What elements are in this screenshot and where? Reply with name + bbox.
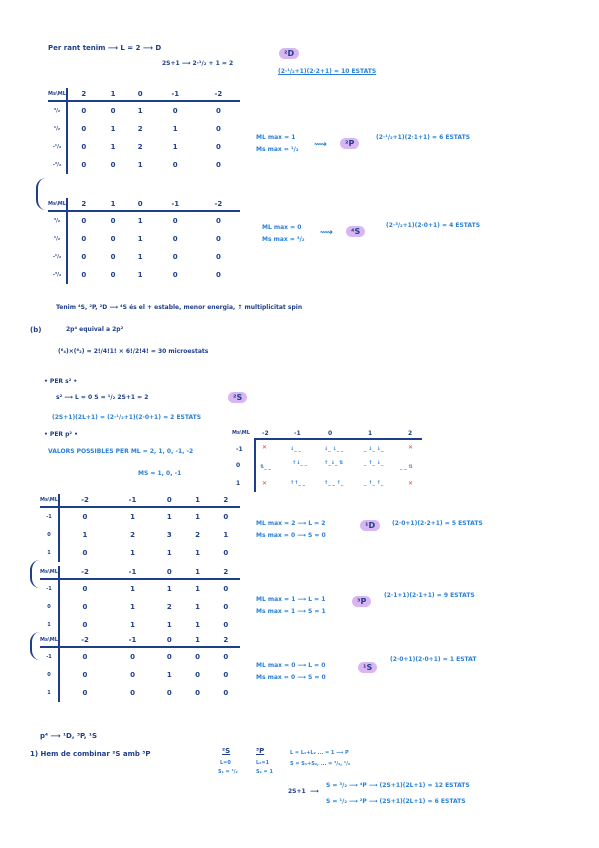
cell: 0: [82, 671, 88, 679]
ml-values: VALORS POSSIBLES PER ML = 2, 1, 0, -1, -2: [48, 448, 194, 455]
summary-line: Tenim ⁴S, ²P, ²D ⟶ ⁴S és el + estable, menor energia, ↑ multiplicitat spin: [56, 304, 303, 311]
microstate-table-2: [48, 198, 240, 284]
cell: 0: [81, 217, 87, 225]
multiplicity-line: 2S+1 ⟶ 2·¹/₂ + 1 = 2: [162, 60, 234, 67]
table-row: [48, 101, 240, 120]
intro-line: Per rant tenim ⟶ L = 2 ⟶ D: [48, 44, 162, 52]
states-count-3P: (2·1+1)(2·1+1) = 9 ESTATS: [384, 592, 475, 599]
microstate-table-3: [40, 494, 240, 562]
cell: 0: [215, 161, 221, 169]
cell: 0: [81, 161, 87, 169]
cell: 0: [82, 549, 88, 557]
cell: 0: [110, 217, 116, 225]
cell: 1: [137, 271, 143, 279]
table-row: [40, 544, 240, 562]
header-divider: [254, 438, 422, 440]
cell: 1: [130, 549, 135, 557]
rule-L: L = L₁+L₂ ... = 1 ⟶ P: [290, 750, 349, 756]
cell: 2: [195, 531, 200, 539]
squiggle-arrow-icon: ⟿: [314, 140, 327, 150]
table-row: [40, 579, 240, 598]
term-3P-S: S₂ = 1: [256, 769, 273, 775]
col-header: -2: [197, 88, 240, 101]
electron-arrows-icon: ⇅_ _: [260, 464, 271, 470]
cell: 0: [172, 217, 178, 225]
cell: 1: [137, 217, 143, 225]
cell: 0: [215, 143, 221, 151]
col-header: 1: [100, 198, 127, 211]
electron-arrows-icon: ↑_↓_ ⇅: [324, 460, 344, 466]
cell: 0: [81, 125, 87, 133]
cell: 0: [81, 107, 87, 115]
row-label: 0: [236, 462, 241, 469]
branch-doublet: S = ¹/₂ ⟶ ²P ⟶ (2S+1)(2L+1) = 6 ESTATS: [326, 798, 466, 805]
cell: 0: [110, 271, 116, 279]
cell: 0: [215, 235, 221, 243]
cell: 1: [110, 143, 116, 151]
ms-max-note: Ms max = ¹/₂: [256, 146, 299, 153]
cell: 0: [172, 271, 178, 279]
table-row: [40, 666, 240, 684]
row-label: ¹/₂: [48, 120, 67, 138]
cell: 1: [166, 621, 172, 629]
cell: 1: [195, 603, 200, 611]
col-header: -2: [59, 566, 110, 579]
row-label: 0: [40, 598, 59, 616]
p2-title: • PER p² •: [44, 431, 78, 438]
excluded-mark-icon: ✕: [408, 480, 414, 487]
cell: 0: [223, 689, 229, 697]
cell: 0: [172, 107, 178, 115]
branch-arrow-icon: ⟶: [310, 788, 319, 795]
cell: 1: [195, 513, 200, 521]
cell: 0: [166, 653, 172, 661]
cell: 1: [137, 161, 143, 169]
col-header: -1: [154, 88, 197, 101]
cell: 1: [137, 253, 143, 261]
cell: 1: [82, 531, 88, 539]
term-badge-2S: ²S: [228, 392, 247, 403]
cell: 0: [223, 549, 229, 557]
down-arrow-icon: [36, 178, 48, 210]
binomial-line: (⁶₄)×(⁶₂) = 2!/4!1! × 6!/2!4! = 30 microestats: [58, 348, 209, 355]
term-badge-2D: ²D: [279, 48, 299, 59]
row-label: -³/₂: [48, 266, 67, 284]
ml-max-note: ML max = 1: [256, 134, 296, 141]
branch-lead: 2S+1: [288, 788, 306, 795]
col-header: 0: [155, 634, 183, 647]
ms-max-note: Ms max = 1 ⟶ S = 1: [256, 608, 326, 615]
table-row: [48, 138, 240, 156]
cell: 0: [223, 585, 229, 593]
cell: 0: [81, 143, 87, 151]
cell: 0: [130, 653, 135, 661]
ml-max-note: ML max = 0 ⟶ L = 0: [256, 662, 326, 669]
cell: 0: [215, 271, 221, 279]
term-2S-L: L=0: [220, 760, 231, 766]
cell: 0: [81, 271, 87, 279]
cell: 0: [110, 253, 116, 261]
cell: 2: [130, 531, 135, 539]
row-label: ³/₂: [48, 211, 67, 230]
cell: 1: [130, 603, 135, 611]
row-label: ³/₂: [48, 101, 67, 120]
col-header: 2: [212, 634, 240, 647]
cell: 0: [195, 671, 200, 679]
microstate-table-5: [40, 634, 240, 702]
cell: 1: [110, 125, 116, 133]
cell: 0: [82, 513, 88, 521]
row-label: ¹/₂: [48, 230, 67, 248]
col-header: 2: [67, 88, 100, 101]
row-label: 0: [40, 526, 59, 544]
s2-count: (2S+1)(2L+1) = (2·¹/₂+1)(2·0+1) = 2 ESTATS: [52, 414, 202, 421]
microstate-table-1: [48, 88, 240, 174]
ms-values: MS = 1, 0, -1: [138, 470, 182, 477]
ms-max-note: Ms max = ³/₂: [262, 236, 305, 243]
excluded-mark-icon: ✕: [408, 444, 414, 451]
p4-terms: p⁴ ⟶ ¹D, ³P, ¹S: [40, 732, 98, 740]
col-header: 1: [368, 430, 373, 437]
col-header: -2: [59, 494, 110, 507]
cell: 1: [137, 235, 143, 243]
col-header: 0: [127, 88, 154, 101]
cell: 1: [172, 125, 178, 133]
cell: 1: [166, 549, 172, 557]
cell: 1: [130, 585, 135, 593]
ml-max-note: ML max = 1 ⟶ L = 1: [256, 596, 326, 603]
microstate-table-4: [40, 566, 240, 634]
electron-arrows-icon: ↑↓_ _: [292, 460, 308, 466]
col-header: 2: [212, 566, 240, 579]
states-count-1S: (2·0+1)(2·0+1) = 1 ESTAT: [390, 656, 477, 663]
cell: 0: [215, 217, 221, 225]
cell: 0: [223, 653, 229, 661]
cell: 1: [166, 585, 172, 593]
table-row: [48, 248, 240, 266]
cell: 0: [223, 621, 229, 629]
cell: 1: [130, 513, 135, 521]
table-row: [48, 156, 240, 174]
row-label: -³/₂: [48, 156, 67, 174]
row-label: 1: [40, 684, 59, 702]
table-row: [48, 266, 240, 284]
col-header: 1: [100, 88, 127, 101]
row-label: -1: [40, 579, 59, 598]
question-1: 1) Hem de combinar ²S amb ³P: [30, 750, 151, 758]
table-corner: Ms\ML: [48, 198, 67, 211]
electron-arrows-icon: ↑↑_ _: [290, 480, 306, 486]
col-header: 1: [183, 494, 211, 507]
table-row: [40, 526, 240, 544]
cell: 0: [172, 235, 178, 243]
excluded-mark-icon: ✕: [262, 480, 268, 487]
cell: 0: [172, 161, 178, 169]
cell: 0: [82, 603, 88, 611]
cell: 2: [137, 143, 143, 151]
electron-arrows-icon: _ _ ⇅: [400, 464, 413, 470]
cell: 0: [130, 671, 135, 679]
electron-arrows-icon: _ ↑_ ↓_: [364, 460, 384, 466]
term-badge-1D: ¹D: [360, 520, 380, 531]
cell: 0: [172, 253, 178, 261]
cell: 1: [166, 671, 172, 679]
cell: 0: [82, 653, 88, 661]
states-count-1D: (2·0+1)(2·2+1) = 5 ESTATS: [392, 520, 483, 527]
cell: 1: [137, 107, 143, 115]
cell: 0: [215, 107, 221, 115]
cell: 0: [166, 689, 172, 697]
s2-title: • PER s² •: [44, 378, 78, 385]
row-label: -1: [40, 647, 59, 666]
electron-arrows-icon: _ ↑_ ↑_: [364, 480, 384, 486]
cell: 0: [223, 671, 229, 679]
col-header: 0: [155, 494, 183, 507]
cell: 2: [137, 125, 143, 133]
rule-S: S = S₁+S₂, ... = ³/₂, ¹/₂: [290, 761, 351, 767]
electron-arrows-icon: ↓_ ↓_ _: [324, 446, 344, 452]
electron-arrows-icon: ↑_ _ ↑_: [324, 480, 344, 486]
row-label: -¹/₂: [48, 248, 67, 266]
cell: 2: [166, 603, 172, 611]
term-badge-3P: ³P: [352, 596, 371, 607]
cell: 1: [223, 531, 229, 539]
table-corner: Ms\ML: [40, 494, 59, 507]
s2-line: s² ⟶ L = 0 S = ¹/₂ 2S+1 = 2: [56, 394, 149, 401]
table-row: [40, 507, 240, 526]
cell: 0: [110, 107, 116, 115]
cell: 0: [195, 653, 200, 661]
electron-arrows-icon: _ ↓_ ↓_: [364, 446, 384, 452]
col-header: 2: [408, 430, 413, 437]
term-badge-2P: ²P: [340, 138, 359, 149]
cell: 0: [223, 513, 229, 521]
cell: 1: [130, 621, 135, 629]
cell: 1: [195, 585, 200, 593]
cell: 0: [215, 125, 221, 133]
ml-max-note: ML max = 2 ⟶ L = 2: [256, 520, 326, 527]
col-header: -2: [59, 634, 110, 647]
branch-quartet: S = ³/₂ ⟶ ⁴P ⟶ (2S+1)(2L+1) = 12 ESTATS: [326, 782, 470, 789]
table-row: [40, 647, 240, 666]
table-corner: Ms\ML: [40, 634, 59, 647]
col-header: -2: [262, 430, 269, 437]
cell: 0: [82, 585, 88, 593]
table-row: [40, 598, 240, 616]
cell: 0: [110, 235, 116, 243]
col-header: 1: [183, 634, 211, 647]
part-b-label: (b): [30, 326, 42, 334]
term-2S-S: S₁ = ¹/₂: [218, 769, 238, 775]
states-count-2D: (2·¹/₂+1)(2·2+1) = 10 ESTATS: [278, 68, 377, 75]
table-row: [48, 120, 240, 138]
ms-max-note: Ms max = 0 ⟶ S = 0: [256, 674, 326, 681]
table-row: [40, 616, 240, 634]
col-header: -1: [294, 430, 301, 437]
states-count-4S: (2·³/₂+1)(2·0+1) = 4 ESTATS: [386, 222, 481, 229]
term-2S: ²S: [222, 747, 231, 755]
cell: 0: [82, 621, 88, 629]
col-header: 0: [127, 198, 154, 211]
ml-max-note: ML max = 0: [262, 224, 302, 231]
col-header: 2: [212, 494, 240, 507]
term-3P-L: L₂=1: [256, 760, 270, 766]
cell: 1: [195, 621, 200, 629]
row-label: -1: [236, 446, 243, 453]
term-badge-1S: ¹S: [358, 662, 377, 673]
row-label: -¹/₂: [48, 138, 67, 156]
col-header: -2: [197, 198, 240, 211]
row-label: -1: [40, 507, 59, 526]
ms-max-note: Ms max = 0 ⟶ S = 0: [256, 532, 326, 539]
table-corner: Ms\ML: [40, 566, 59, 579]
col-header: 0: [155, 566, 183, 579]
equivalence-line: 2p⁴ equival a 2p²: [66, 326, 124, 333]
cell: 0: [215, 253, 221, 261]
table-corner: Ms\ML: [48, 88, 67, 101]
states-count-2P: (2·¹/₂+1)(2·1+1) = 6 ESTATS: [376, 134, 471, 141]
cell: 0: [82, 689, 88, 697]
table-row: [48, 230, 240, 248]
term-3P: ³P: [256, 747, 265, 755]
table-row: [48, 211, 240, 230]
col-header: -1: [110, 566, 155, 579]
cell: 0: [81, 253, 87, 261]
col-header: 1: [183, 566, 211, 579]
cell: 1: [195, 549, 200, 557]
cell: 3: [166, 531, 172, 539]
squiggle-arrow-icon: ⟿: [320, 228, 333, 238]
cell: 0: [81, 235, 87, 243]
excluded-mark-icon: ✕: [262, 444, 268, 451]
table-corner: Ms\ML: [232, 430, 250, 436]
col-header: -1: [154, 198, 197, 211]
cell: 1: [166, 513, 172, 521]
col-header: 0: [328, 430, 333, 437]
col-header: -1: [110, 494, 155, 507]
cell: 0: [130, 689, 135, 697]
cell: 0: [110, 161, 116, 169]
electron-arrows-icon: ↓_ _: [290, 446, 301, 452]
row-label: 1: [40, 544, 59, 562]
col-header: 2: [67, 198, 100, 211]
row-divider: [254, 438, 256, 492]
cell: 0: [195, 689, 200, 697]
row-label: 1: [236, 480, 241, 487]
cell: 1: [172, 143, 178, 151]
cell: 0: [223, 603, 229, 611]
table-row: [40, 684, 240, 702]
term-badge-4S: ⁴S: [346, 226, 365, 237]
microstate-diagram: [228, 428, 424, 492]
row-label: 0: [40, 666, 59, 684]
col-header: -1: [110, 634, 155, 647]
row-label: 1: [40, 616, 59, 634]
